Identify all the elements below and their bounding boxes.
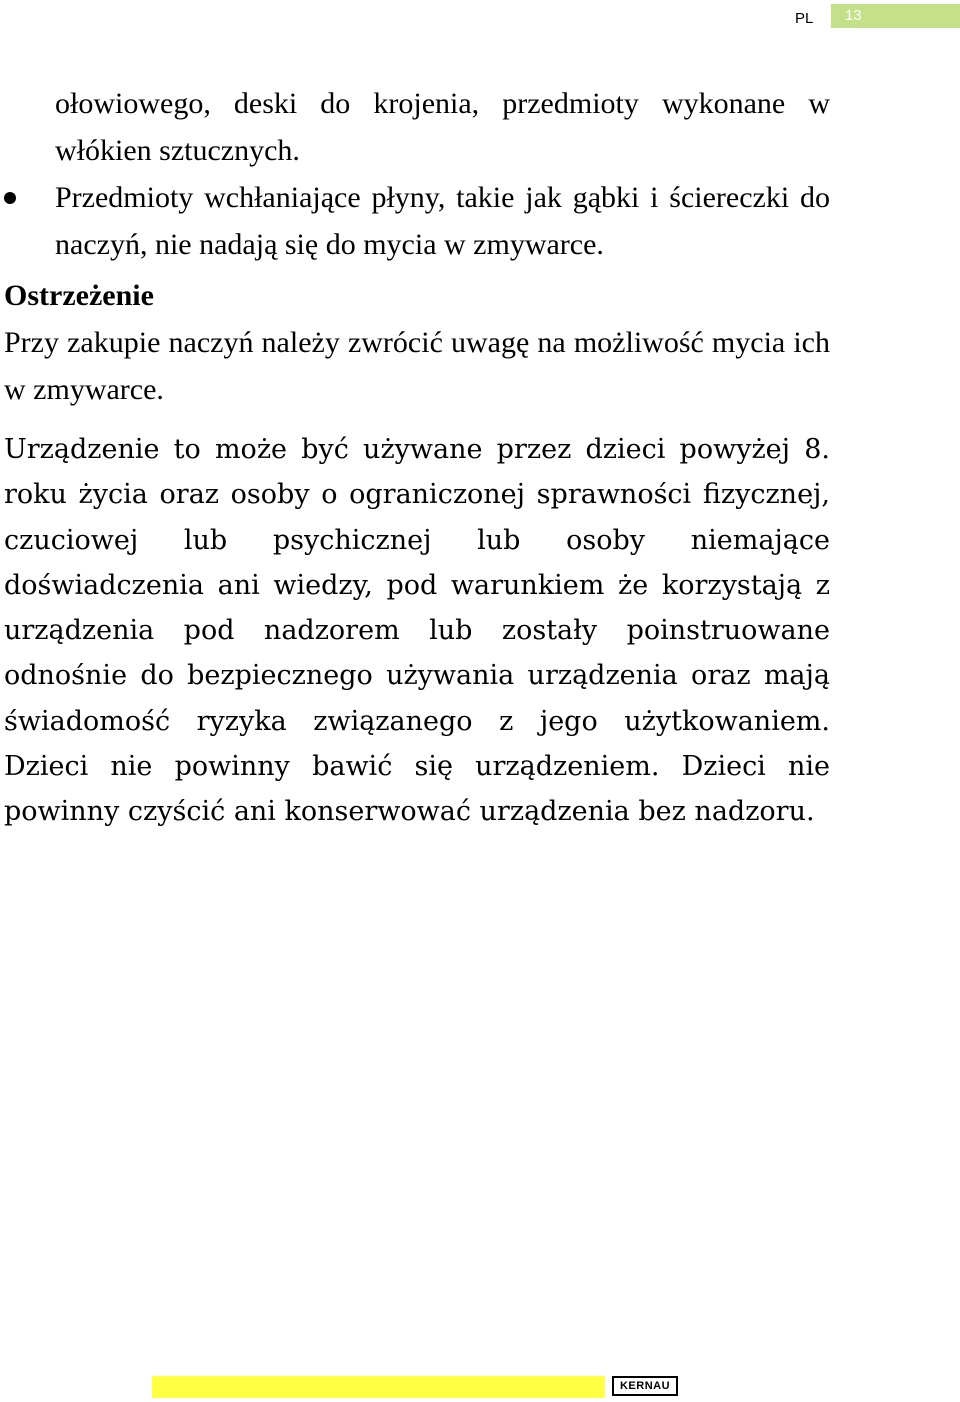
brand-logo: KERNAU [612,1376,678,1396]
bullet-icon [4,192,16,204]
list-item [4,174,830,268]
page-number: 13 [845,7,862,24]
continuation-paragraph: ołowiowego, deski do krojenia, przedmioty wykonane w włókien sztucznych. [55,87,830,167]
page-number-box [831,4,960,28]
safety-paragraph: Urządzenie to może być używane przez dzieci powyżej 8. roku życia oraz osoby o ograniczonej sprawności fizycznej, czuciowej lub psychicznej lub osoby niemające doświadczenia ani wiedzy, pod warunkiem że korzystają z urządzenia pod nadzorem lub zostały poinstruowane odnośnie do bezpiecznego używania urządzenia oraz mają świadomość ryzyka związanego z jego użytkowaniem. Dzieci nie powinny bawić się urządzeniem. Dzieci nie powinny czyścić ani konserwować urządzenia bez nadzoru. [4,434,830,828]
list-item-text: Przedmioty wchłaniające płyny, takie jak gąbki i ściereczki do naczyń, nie nadają się do mycia w zmywarce. [55,181,830,261]
language-code: PL [795,10,814,27]
page-content [4,80,830,862]
warning-heading: Ostrzeżenie [4,279,154,312]
footer-bar [152,1376,605,1398]
warning-paragraph: Przy zakupie naczyń należy zwrócić uwagę na możliwość mycia ich w zmywarce. [4,326,830,406]
